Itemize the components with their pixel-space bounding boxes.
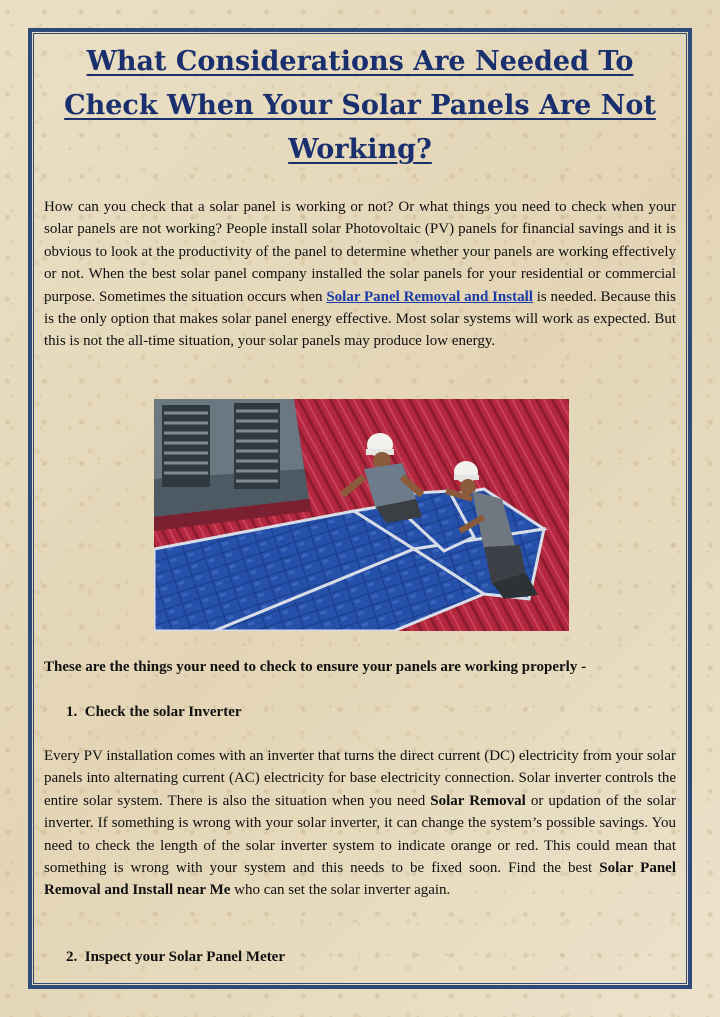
list-number: 1. xyxy=(66,704,78,720)
inverter-text-3: who can set the solar inverter again. xyxy=(230,882,451,899)
removal-install-near-me-bold: Solar Panel Removal and Install near Me xyxy=(44,860,676,899)
list-number: 2. xyxy=(66,949,78,965)
page-title: What Considerations Are Needed To Check When Your Solar Panels Are Not Working? xyxy=(64,46,656,165)
list-item-meter xyxy=(66,946,285,968)
solar-installation-photo xyxy=(154,399,569,631)
solar-panel-removal-link[interactable]: Solar Panel Removal and Install xyxy=(326,288,533,305)
intro-paragraph xyxy=(44,196,676,353)
list-label: Check the solar Inverter xyxy=(84,704,242,720)
inverter-text-2: or updation of the solar inverter. If something is wrong with your solar inverter, it can change the system’s possible savings. You need to check the length of the solar inverter system to indicate orange or red. This could mean that something is wrong with your system and this needs to be fixed soon. Find the best xyxy=(44,792,676,877)
solar-removal-bold: Solar Removal xyxy=(430,792,526,809)
intro-text-start: How can you check that a solar panel is working or not? Or what things you need to check when your solar panels are not working? People install solar Photovoltaic (PV) panels for financial savings and it is obvious to look at the productivity of the panel to determine whether your panels are working effectively or not. When the best solar panel company installed the solar panels for your residential or commercial purpose. Sometimes the situation occurs when xyxy=(44,199,676,305)
list-item-inverter xyxy=(66,701,242,723)
list-label: Inspect your Solar Panel Meter xyxy=(84,949,286,965)
inverter-text-1: Every PV installation comes with an inverter that turns the direct current (DC) electricity from your solar panels into alternating current (AC) electricity for base electricity connection. Solar inverter controls the entire solar system. There is also the situation when you need xyxy=(44,748,676,809)
intro-text-end: is needed. Because this is the only option that makes solar panel energy effective. Most solar systems will work as expected. But this is not the all-time situation, your solar panels may produce low energy. xyxy=(44,288,676,350)
inverter-paragraph xyxy=(44,745,676,902)
section-heading: These are the things your need to check to ensure your panels are working properly - xyxy=(44,659,587,675)
